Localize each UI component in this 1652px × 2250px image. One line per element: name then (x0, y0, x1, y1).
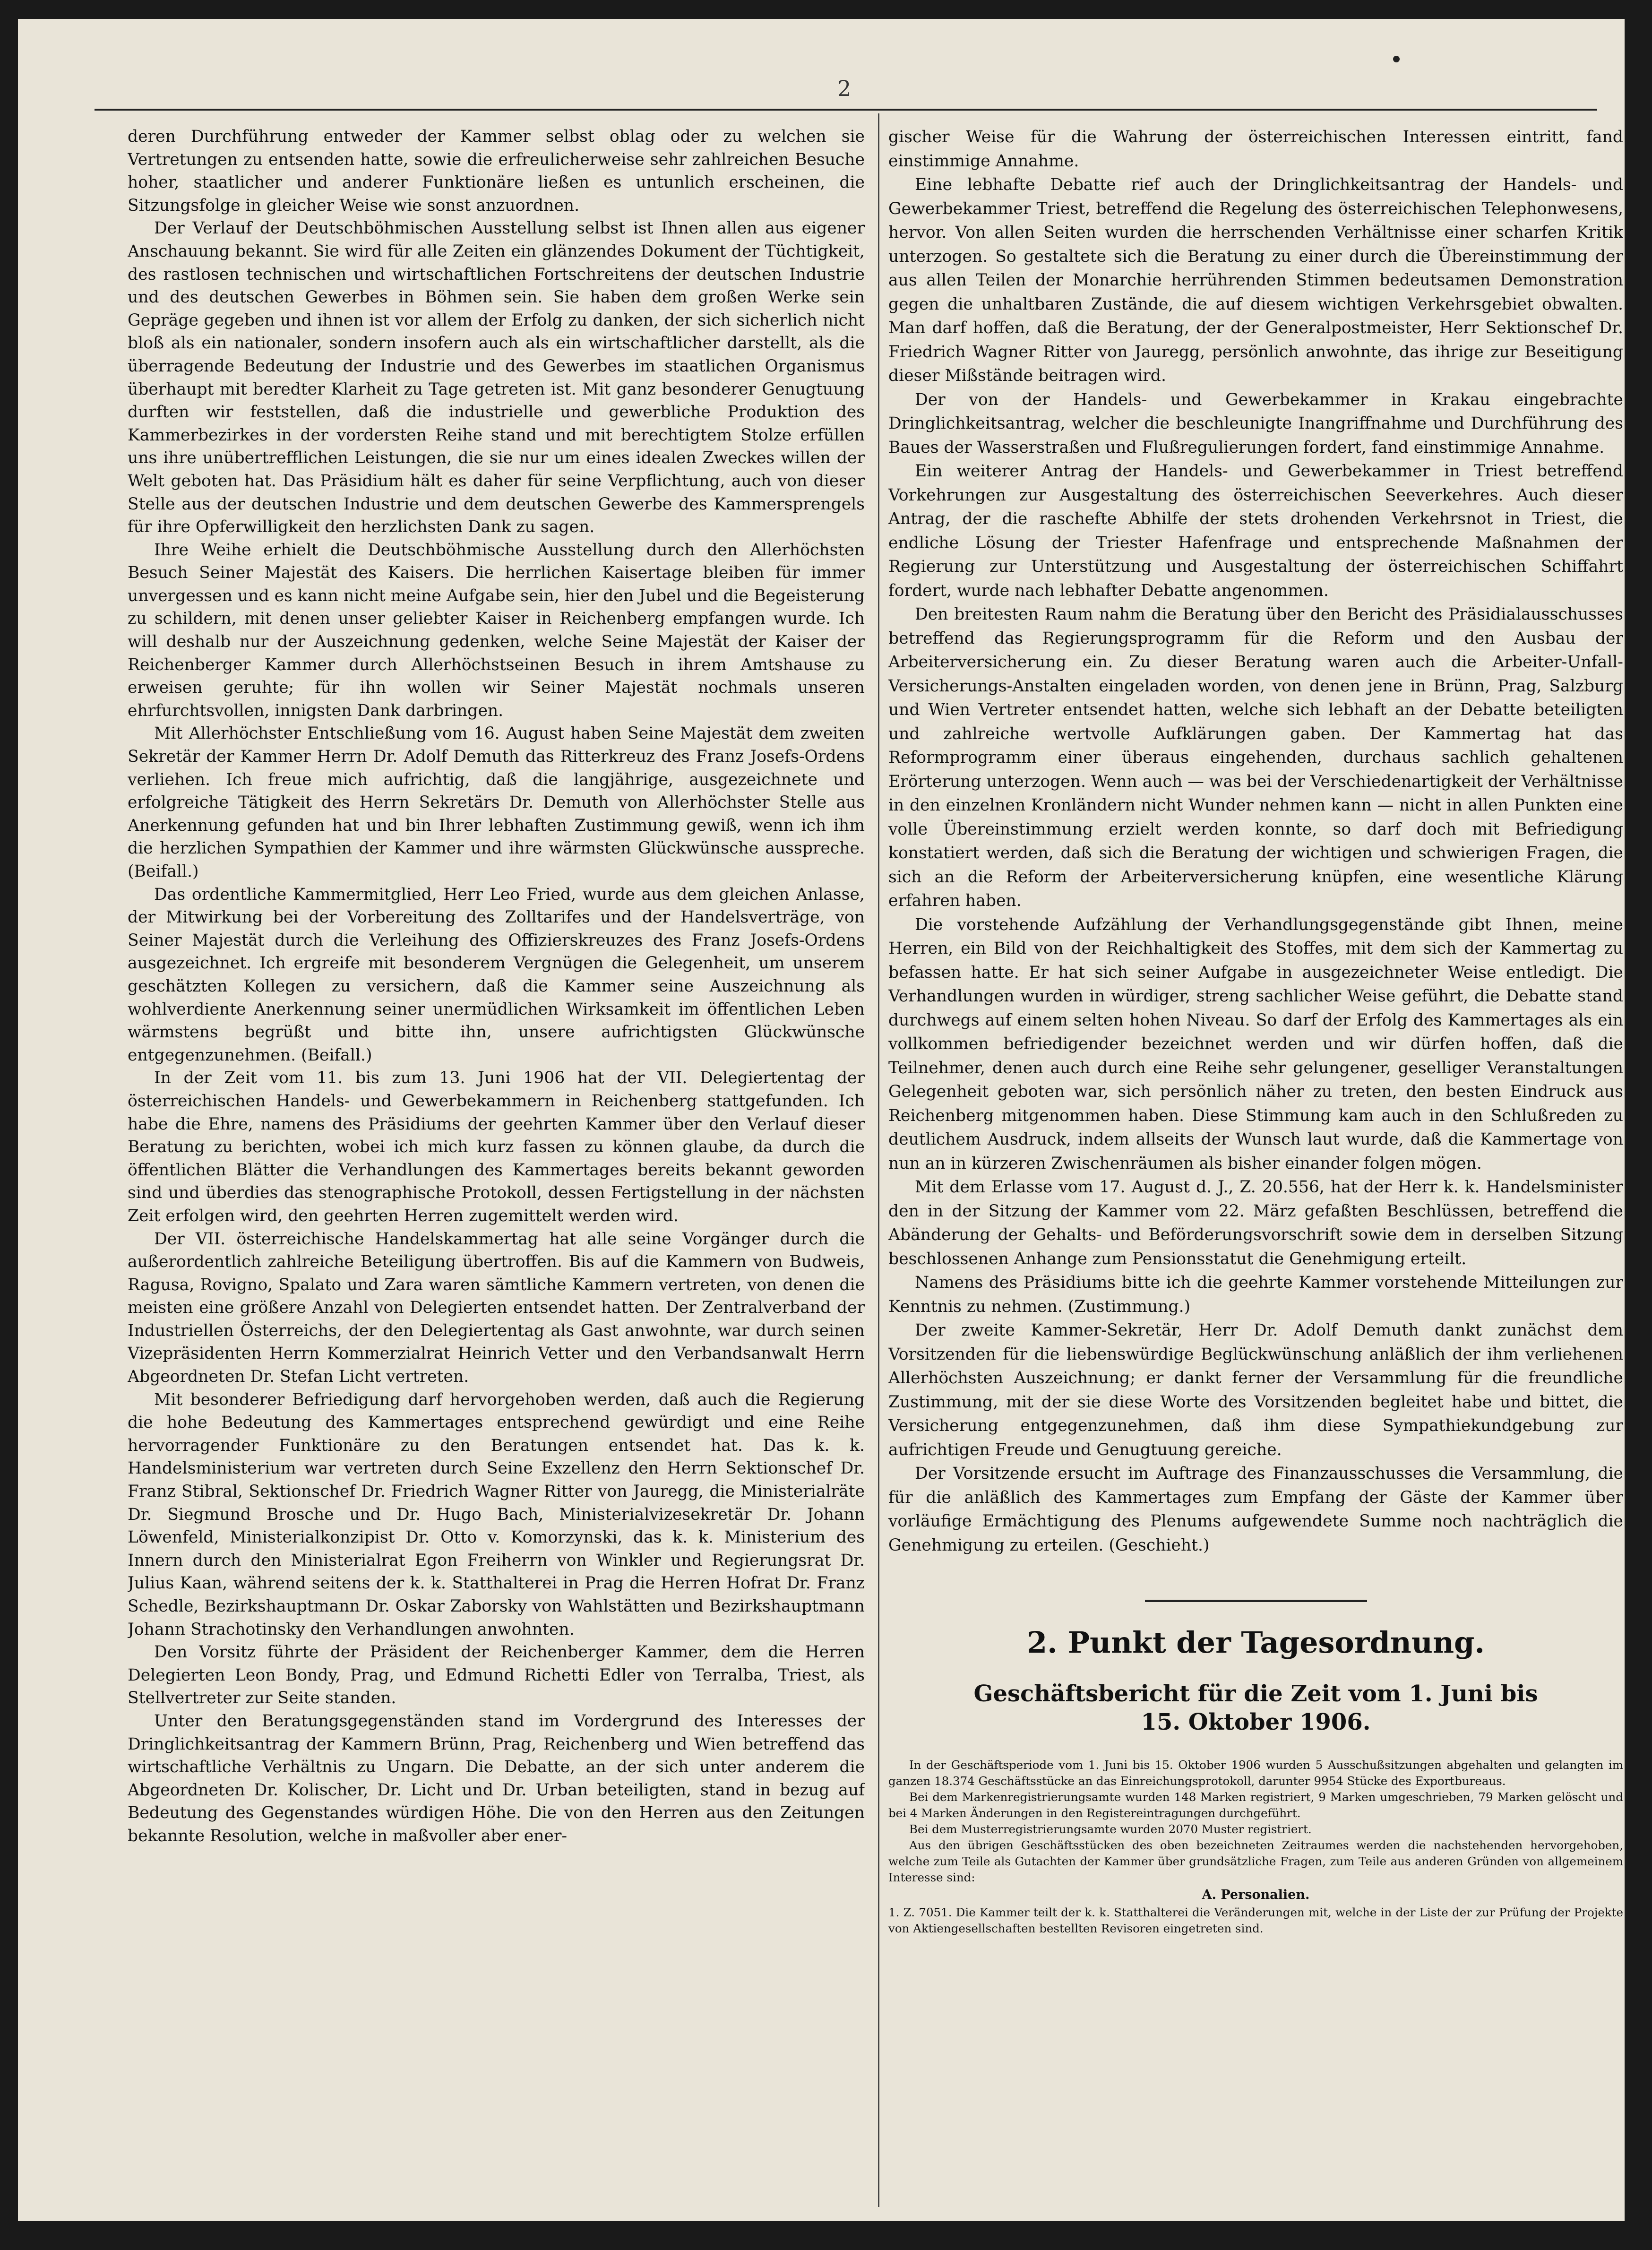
paragraph: Bei dem Musterregistrierungsamte wurden 2070 Muster registriert. (909, 1822, 1312, 1836)
paragraph: Mit dem Erlasse vom 17. August d. J., Z. 20.556, hat der Herr k. k. Handelsminister den in der Sitzung der Kammer vom 22. März gefaßten Beschlüssen, betreffend die Abänderung der Gehalts- und Beförderungsvorschrift sowie dem in derselben Sitzung beschlossenen Anhange zum Pensionsstatut die Genehmigung erteilt. (888, 1178, 1623, 1268)
paragraph: Das ordentliche Kammermitglied, Herr Leo Fried, wurde aus dem gleichen Anlasse, der Mitwirkung bei der Vorbereitung des Zolltarifes und der Handelsverträge, von Seiner Majestät durch die Verleihung des Offizierskreuzes des Franz Josefs-Ordens ausgezeichnet. Ich ergreife mit besonderem Vergnügen die Gelegenheit, um unserem geschätzten Kollegen zu versichern, daß die Kammer seine Auszeichnung als wohlverdiente Anerkennung seiner unermüdlichen Wirksamkeit im öffentlichen Leben wärmstens begrüßt und bitte ihn, unsere aufrichtigsten Glückwünsche entgegenzunehmen. (Beifall.) (128, 885, 865, 1065)
paragraph: Mit Allerhöchster Entschließung vom 16. August haben Seine Majestät dem zweiten Sekretär der Kammer Herrn Dr. Adolf Demuth das Ritterkreuz des Franz Josefs-Ordens verliehen. Ich freue mich aufrichtig, daß die langjährige, ausgezeichnete und erfolgreiche Tätigkeit des Herrn Sekretärs Dr. Demuth von Allerhöchster Stelle aus Anerkennung gefunden hat und bin Ihrer lebhaften Zustimmung gewiß, wenn ich ihm die herzlichen Sympathien der Kammer und ihre wärmsten Glückwünsche ausspreche. (Beifall.) (128, 724, 865, 881)
paragraph: Den breitesten Raum nahm die Beratung über den Bericht des Präsidialausschusses betreffend das Regierungsprogramm für die Reform und den Ausbau der Arbeiterversicherung ein. Zu dieser Beratung waren auch die Arbeiter-Unfall-Versicherungs-Anstalten eingeladen worden, von denen jene in Brünn, Prag, Salzburg und Wien Vertreter entsendet hatten, welche sich lebhaft an der Debatte beteiligten und zahlreiche wertvolle Aufklärungen gaben. Der Kammertag hat das Reformprogramm einer überaus eingehenden, durchaus sachlich gehaltenen Erörterung unterzogen. Wenn auch — was bei der Verschiedenartigkeit der Verhältnisse in den einzelnen Kronländern nicht Wunder nehmen kann — nicht in allen Punkten eine volle Übereinstimmung erzielt werden konnte, so darf doch mit Befriedigung konstatiert werden, daß sich die Beratung der wichtigen und schwierigen Fragen, die sich an die Reform der Arbeiterversicherung knüpfen, eine wesentliche Klärung erfahren haben. (888, 605, 1623, 910)
paragraph: Aus den übrigen Geschäftsstücken des oben bezeichneten Zeitraumes werden die nachstehenden hervorgehoben, welche zum Teile als Gutachten der Kammer über grundsätzliche Fragen, zum Teile aus anderen Gründen von allgemeinem Interesse sind: (888, 1838, 1623, 1884)
paragraph: Unter den Beratungsgegenständen stand im Vordergrund des Interesses der Dringlichkeitsantrag der Kammern Brünn, Prag, Reichenberg und Wien betreffend das wirtschaftliche Verhältnis zu Ungarn. Die Debatte, an der sich unter anderem die Abgeordneten Dr. Kolischer, Dr. Licht und Dr. Urban beteiligten, stand in bezug auf Bedeutung des Gegenstandes würdigen Höhe. Die von den Herren aus den Zeitungen bekannte Resolution, welche in maßvoller aber ener- (128, 1711, 865, 1845)
paragraph: Die vorstehende Aufzählung der Verhandlungsgegenstände gibt Ihnen, meine Herren, ein Bild von der Reichhaltigkeit des Stoffes, mit dem sich der Kammertag zu befassen hatte. Er hat sich seiner Aufgabe in ausgezeichneter Weise entledigt. Die Verhandlungen wurden in würdiger, streng sachlicher Weise geführt, die Debatte stand durchwegs auf einem selten hohen Niveau. So darf der Erfolg des Kammertages als ein vollkommen befriedigender bezeichnet werden und wir dürfen hoffen, daß die Teilnehmer, denen auch durch eine Reihe sehr gelungener, geselliger Veranstaltungen Gelegenheit geboten war, sich persönlich näher zu treten, den besten Eindruck aus Reichenberg mitgenommen haben. Diese Stimmung kam auch in den Schlußreden zu deutlichem Ausdruck, indem allseits der Wunsch laut wurde, daß die Kammertage von nun an in kürzeren Zwischenräumen als bisher einander folgen mögen. (888, 915, 1623, 1173)
section-subtitle (888, 1680, 1623, 1736)
header-rule (95, 109, 1597, 111)
page-number: 2 (837, 76, 852, 101)
paragraph: Bei dem Markenregistrierungsamte wurden 148 Marken registriert, 9 Marken umgeschrieben, 79 Marken gelöscht und bei 4 Marken Änderungen in den Registereintragungen durchgeführt. (888, 1790, 1623, 1820)
paragraph: Der zweite Kammer-Sekretär, Herr Dr. Adolf Demuth dankt zunächst dem Vorsitzenden für die liebenswürdige Beglückwünschung anläßlich der ihm verliehenen Allerhöchsten Auszeichnung; er dankt ferner der Versammlung für die freundliche Zustimmung, mit der sie diese Worte des Vorsitzenden begleitet habe und bittet, die Versicherung entgegenzunehmen, daß ihm diese Sympathiekundgebung zur aufrichtigen Freude und Genugtuung gereiche. (888, 1321, 1623, 1459)
right-column-body (888, 125, 1623, 1557)
paragraph: In der Zeit vom 11. bis zum 13. Juni 1906 hat der VII. Delegiertentag der österreichischen Handels- und Gewerbekammern in Reichenberg stattgefunden. Ich habe die Ehre, namens des Präsidiums der geehrten Kammer über den Verlauf dieser Beratung zu berichten, wobei ich mich kurz fassen zu können glaube, da durch die öffentlichen Blätter die Verhandlungen des Kammertages bereits bekannt geworden sind und überdies das stenographische Protokoll, dessen Fertigstellung in der nächsten Zeit erfolgen wird, den geehrten Herren zugemittelt werden wird. (128, 1069, 865, 1225)
section-subtitle-line2: 15. Oktober 1906. (1141, 1709, 1371, 1735)
column-divider (878, 113, 879, 2207)
paragraph: deren Durchführung entweder der Kammer selbst oblag oder zu welchen sie Vertretungen zu entsenden hatte, sowie die erfreulicherweise sehr zahlreichen Besuche hoher, staatlicher und anderer Funktionäre ließen es untunlich erscheinen, die Sitzungsfolge in gleicher Weise wie sonst anzuordnen. (128, 127, 865, 215)
paragraph: 1. Z. 7051. Die Kammer teilt der k. k. Statthalterei die Veränderungen mit, welche in der Liste der zur Prüfung der Projekte von Aktiengesellschaften bestellten Revisoren eingetreten sind. (888, 1905, 1623, 1935)
paragraph: Eine lebhafte Debatte rief auch der Dringlichkeitsantrag der Handels- und Gewerbekammer Triest, betreffend die Regelung des österreichischen Telephonwesens, hervor. Von allen Seiten wurden die herrschenden Verhältnisse einer scharfen Kritik unterzogen. So gestaltete sich die Beratung zu einer durch die Übereinstimmung der aus allen Teilen der Monarchie herrührenden Stimmen bedeutsamen Demonstration gegen die unhaltbaren Zustände, die auf diesem wichtigen Verkehrsgebiet obwalten. Man darf hoffen, daß die Beratung, der der Generalpostmeister, Herr Sektionschef Dr. Friedrich Wagner Ritter von Jauregg, persönlich anwohnte, das ihrige zur Beseitigung dieser Mißstände beitragen wird. (888, 175, 1623, 385)
left-column (128, 125, 865, 2186)
paragraph: Ihre Weihe erhielt die Deutschböhmische Ausstellung durch den Allerhöchsten Besuch Seiner Majestät des Kaisers. Die herrlichen Kaisertage bleiben für immer unvergessen und es kann nicht meine Aufgabe sein, hier den Jubel und die Begeisterung zu schildern, mit denen unser geliebter Kaiser in Reichenberg empfangen wurde. Ich will deshalb nur der Auszeichnung gedenken, welche Seine Majestät der Kaiser der Reichenberger Kammer durch Allerhöchstseinen Besuch in ihrem Amtshause zu erweisen geruhte; für ihn wollen wir Seiner Majestät nochmals unseren ehrfurchtsvollen, innigsten Dank darbringen. (128, 540, 865, 720)
right-column (888, 125, 1623, 2181)
subheading: A. Personalien. (1202, 1888, 1310, 1902)
section-body (888, 1757, 1623, 1937)
paragraph: Der Vorsitzende ersucht im Auftrage des Finanzausschusses die Versammlung, die für die anläßlich des Kammertages zum Empfang der Gäste der Kammer über vorläufige Ermächtigung des Plenums aufgewendete Summe noch nachträglich die Genehmigung zu erteilen. (Geschieht.) (888, 1464, 1623, 1555)
ink-speck (1393, 56, 1400, 62)
section-rule (1145, 1600, 1367, 1602)
section-subtitle-line1: Geschäftsbericht für die Zeit vom 1. Juni bis (973, 1681, 1538, 1707)
paragraph: Mit besonderer Befriedigung darf hervorgehoben werden, daß auch die Regierung die hohe Bedeutung des Kammertages entsprechend gewürdigt und eine Reihe hervorragender Funktionäre zu den Beratungen entsendet hat. Das k. k. Handelsministerium war vertreten durch Seine Exzellenz den Herrn Sektionschef Dr. Franz Stibral, Sektionschef Dr. Friedrich Wagner Ritter von Jauregg, die Ministerialräte Dr. Siegmund Brosche und Dr. Hugo Bach, Ministerialvizesekretär Dr. Johann Löwenfeld, Ministerialkonzipist Dr. Otto v. Komorzynski, das k. k. Ministerium des Innern durch den Ministerialrat Egon Freiherrn von Winkler und Regierungsrat Dr. Julius Kaan, während seitens der k. k. Statthalterei in Prag die Herren Hofrat Dr. Franz Schedle, Bezirkshauptmann Dr. Oskar Zaborsky von Wahlstätten und Bezirkshauptmann Johann Strachotinsky den Verhandlungen anwohnten. (128, 1390, 865, 1639)
paragraph: Namens des Präsidiums bitte ich die geehrte Kammer vorstehende Mitteilungen zur Kenntnis zu nehmen. (Zustimmung.) (888, 1273, 1623, 1316)
paragraph: Der Verlauf der Deutschböhmischen Ausstellung selbst ist Ihnen allen aus eigener Anschauung bekannt. Sie wird für alle Zeiten ein glänzendes Dokument der Tüchtigkeit, des rastlosen technischen und wirtschaftlichen Fortschreitens der deutschen Industrie und des deutschen Gewerbes in Böhmen sein. Sie haben dem großen Werke sein Gepräge gegeben und ihnen ist vor allem der Erfolg zu danken, der sich sicherlich nicht bloß als ein nationaler, sondern insofern auch als ein wirtschaftlicher darstellt, als die überragende Bedeutung der Industrie und des Gewerbes im staatlichen Organismus überhaupt mit beredter Klarheit zu Tage getreten ist. Mit ganz besonderer Genugtuung durften wir feststellen, daß die industrielle und gewerbliche Produktion des Kammerbezirkes in der vordersten Reihe stand und mit berechtigtem Stolze erfüllen uns ihre unübertrefflichen Leistungen, die sie nur um eines idealen Zweckes willen der Welt geboten hat. Das Präsidium hält es daher für seine Verpflichtung, auch von dieser Stelle aus der deutschen Industrie und dem deutschen Gewerbe des Kammersprengels für ihre Opferwilligkeit den herzlichsten Dank zu sagen. (128, 219, 865, 537)
paragraph: Ein weiterer Antrag der Handels- und Gewerbekammer in Triest betreffend Vorkehrungen zur Ausgestaltung des österreichischen Seeverkehres. Auch dieser Antrag, der die raschefte Abhilfe der stets drohenden Verkehrsnot in Triest, die endliche Lösung der Triester Hafenfrage und entsprechende Maßnahmen der Regierung zur Unterstützung und Ausgestaltung der österreichischen Schiffahrt fordert, wurde nach lebhafter Debatte angenommen. (888, 462, 1623, 600)
paragraph: Der von der Handels- und Gewerbekammer in Krakau eingebrachte Dringlichkeitsantrag, welcher die beschleunigte Inangriffnahme und Durchführung des Baues der Wasserstraßen und Flußregulierungen fordert, fand einstimmige Annahme. (888, 390, 1623, 457)
section-title: 2. Punkt der Tagesordnung. (1027, 1625, 1485, 1660)
paragraph: gischer Weise für die Wahrung der österreichischen Interessen eintritt, fand einstimmige Annahme. (888, 128, 1623, 171)
paragraph: Der VII. österreichische Handelskammertag hat alle seine Vorgänger durch die außerordentlich zahlreiche Beteiligung übertroffen. Bis auf die Kammern von Budweis, Ragusa, Rovigno, Spalato und Zara waren sämtliche Kammern vertreten, von denen die meisten eine größere Anzahl von Delegierten entsendet hatten. Der Zentralverband der Industriellen Österreichs, der den Delegiertentag als Gast anwohnte, war durch seinen Vizepräsidenten Herrn Kommerzialrat Heinrich Vetter und den Verbandsanwalt Herrn Abgeordneten Dr. Stefan Licht vertreten. (128, 1229, 865, 1387)
paragraph: Den Vorsitz führte der Präsident der Reichenberger Kammer, dem die Herren Delegierten Leon Bondy, Prag, und Edmund Richetti Edler von Terralba, Triest, als Stellvertreter zur Seite standen. (128, 1643, 865, 1708)
paragraph: In der Geschäftsperiode vom 1. Juni bis 15. Oktober 1906 wurden 5 Ausschußsitzungen abgehalten und gelangten im ganzen 18.374 Geschäftsstücke an das Einreichungsprotokoll, darunter 9954 Stücke des Exportbureaus. (888, 1758, 1623, 1788)
